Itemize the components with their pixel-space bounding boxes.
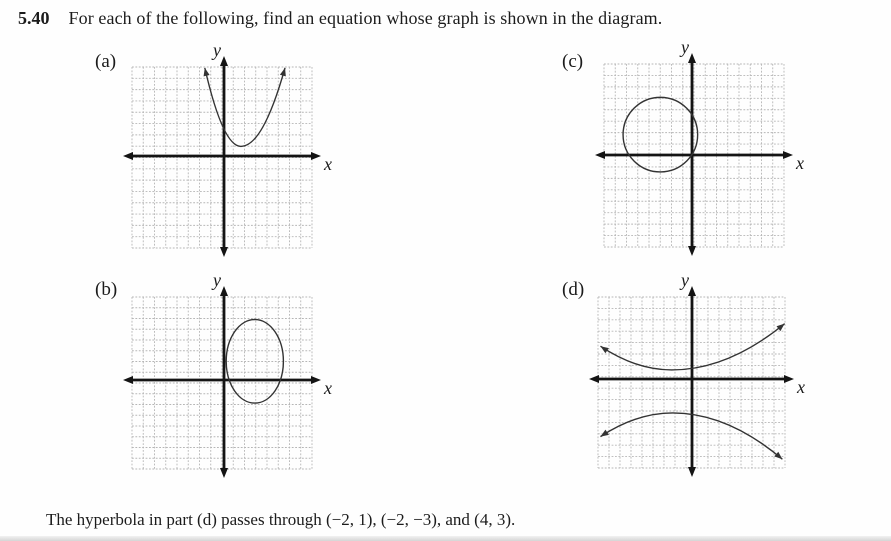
arrowhead xyxy=(220,56,228,66)
arrowhead xyxy=(599,344,609,354)
page-edge-shadow xyxy=(0,536,891,541)
graph-a-parabola-plot xyxy=(108,37,344,263)
arrowhead xyxy=(595,151,605,159)
panel-label-d: (d) xyxy=(562,279,585,300)
arrowhead xyxy=(202,67,210,76)
axis-label: y xyxy=(213,270,221,290)
axis-label: y xyxy=(681,37,689,57)
panel-label-a: (a) xyxy=(95,51,117,72)
panel-label-b: (b) xyxy=(95,279,118,300)
panel-label-c: (c) xyxy=(562,51,584,72)
arrowhead xyxy=(783,151,793,159)
arrowhead xyxy=(220,247,228,257)
arrowhead xyxy=(123,152,133,160)
arrowhead xyxy=(688,467,696,477)
arrowhead xyxy=(688,53,696,63)
axis-label: y xyxy=(213,40,221,60)
arrowhead xyxy=(280,67,288,76)
arrowhead xyxy=(311,376,321,384)
arrowhead xyxy=(688,286,696,296)
hyperbola-note: The hyperbola in part (d) passes through (−2, 1), (−2, −3), and (4, 3). xyxy=(46,510,516,529)
arrowhead xyxy=(784,375,794,383)
problem-number: 5.40 xyxy=(18,8,50,28)
problem-text: For each of the following, find an equation whose graph is shown in the diagram. xyxy=(68,8,663,28)
axis-label: x xyxy=(324,154,332,174)
graph-d-hyperbola-plot xyxy=(574,267,816,485)
axis-label: x xyxy=(324,378,332,398)
graph-b-ellipse-plot xyxy=(108,267,344,485)
arrowhead xyxy=(311,152,321,160)
axis-label: x xyxy=(797,377,805,397)
arrowhead xyxy=(688,246,696,256)
arrowhead xyxy=(589,375,599,383)
arrowhead xyxy=(220,286,228,296)
arrowhead xyxy=(220,468,228,478)
axis-label: y xyxy=(681,270,689,290)
grid-lines xyxy=(132,67,312,248)
arrowhead xyxy=(123,376,133,384)
graph-c-circle-plot xyxy=(580,34,818,262)
axis-label: x xyxy=(796,153,804,173)
grid-lines xyxy=(132,297,312,469)
problem-statement xyxy=(18,6,662,30)
arrowhead xyxy=(599,430,609,440)
